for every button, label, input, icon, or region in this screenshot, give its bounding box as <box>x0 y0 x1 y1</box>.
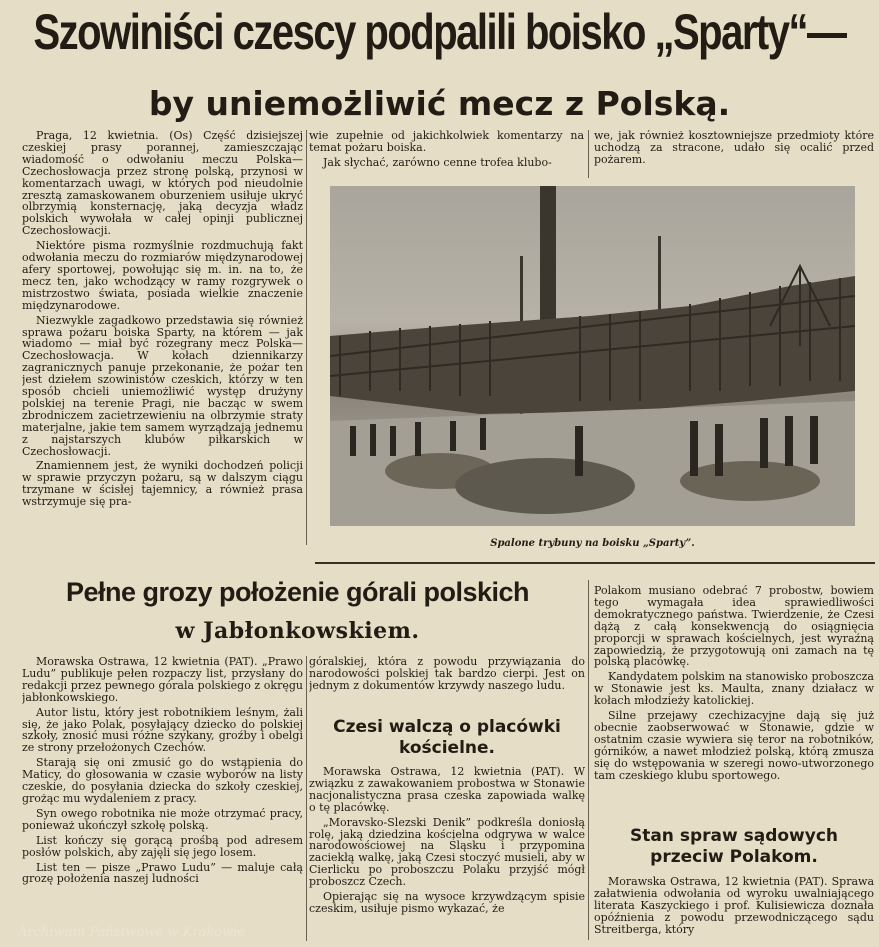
court-cases-headline: Stan spraw sądowych przeciw Polakom. <box>629 826 839 867</box>
burned-stands-photo <box>330 186 855 526</box>
paragraph: „Moravsko-Slezski Denik” podkreśla doniosłą rolę, jaką dziedzina kościelna odgrywa w walce narodowościowej na Śląsku i przypomina zaciekłą walkę, jaką Czesi stoczyć musieli, aby w Cierlicku po proboszczu Polaku przyjść mógł proboszcz Czech. <box>309 815 585 889</box>
paragraph: Morawska Ostrawa, 12 kwietnia (PAT). W związku z zawakowaniem probostwa w Stonawie nacjonalistyczna prasa czeska zapowiada walkę o tę placówkę. <box>309 766 585 814</box>
second-headline-subtitle: w Jabłonkowskiem. <box>175 618 420 644</box>
second-headline: Pełne grozy położenie górali polskich <box>65 577 530 607</box>
paragraph: we, jak również kosztowniejsze przedmioty które uchodzą za stracone, udało się ocalić przed pożarem. <box>594 130 874 166</box>
article3-body <box>309 766 585 942</box>
paragraph: Praga, 12 kwietnia. (Os) Część dzisiejszej czeskiej prasy porannej, zamieszczając wiadomość o odwołaniu meczu Polska—Czechosłowacja przez stronę polską, przynosi w komentarzach uwagi, w których pod nieudolnie zresztą zamaskowanem oburzeniem usiłuje ukryć olbrzymią konsternację, jaką decyzja władz polskich wywołała w całej opinji publicznej Czechosłowacji. <box>22 130 303 238</box>
article4-body <box>594 876 874 944</box>
article1-column-2 <box>309 130 584 176</box>
paragraph: Znamiennem jest, że wyniki dochodzeń policji w sprawie przyczyn pożaru, są w dalszym ciągu trzymane w ścisłej tajemnicy, a również prasa wstrzymuje się pra- <box>22 459 303 509</box>
paragraph: List ten — pisze „Prawo Ludu” — maluje całą grozę położenia naszej ludności <box>22 860 303 886</box>
article2-column-1 <box>22 656 303 918</box>
paragraph: Morawska Ostrawa, 12 kwietnia (PAT). Sprawa załatwienia odwołania od wyroku uwalniającego literata Kaszyckiego i prof. Kulisiewicza doznała opóźnienia z powodu przewodniczącego sądu Streitberga, który <box>594 876 874 936</box>
main-headline: Szowiniści czescy podpalili boisko „Sparty“— <box>33 5 846 60</box>
column-divider <box>306 656 307 941</box>
article1-column-1 <box>22 130 303 550</box>
paragraph: Silne przejawy czechizacyjne dają się już obecnie zaobserwować w Stonawie, gdzie w ostatnim czasie wywiera się teror na robotników, górników, a nawet młodzież polską, którą zmusza się do wstępowania w szeregi nowo-utworzonego tam czeskiego klubu sportowego. <box>594 709 874 782</box>
paragraph: Starają się oni zmusić go do wstąpienia do Maticy, do głosowania w czasie wyborów na listy czeskie, do posyłania dziecka do szkoły czeskiej, grożąc mu wydaleniem z pracy. <box>22 756 303 805</box>
paragraph: Niektóre pisma rozmyślnie rozdmuchują fakt odwołania meczu do rozmiarów międzynarodowej afery sportowej, powołując się m. in. na to, że mecz ten, jako wchodzący w ramy rozgrywek o mistrzostwo świata, posiada wielkie znaczenie międzynarodowe. <box>22 239 303 312</box>
paragraph: Kandydatem polskim na stanowisko proboszcza w Stonawie jest ks. Maulta, znany działacz w kołach młodzieży katolickiej. <box>594 670 874 708</box>
paragraph: Jak słychać, zarówno cenne trofea klubo- <box>323 155 552 169</box>
column-divider <box>588 130 589 178</box>
section-divider <box>315 562 875 564</box>
photo-caption: Spalone trybuny na boisku „Sparty”. <box>490 538 695 549</box>
stadium-fire-illustration <box>330 186 855 526</box>
paragraph: Morawska Ostrawa, 12 kwietnia (PAT). „Prawo Ludu” publikuje pełen rozpaczy list, przysłany do redakcji przez pewnego górala polskiego z okręgu jabłonkowskiego. <box>22 656 303 704</box>
paragraph: List kończy się gorącą prośbą pod adresem posłów polskich, aby zajęli się jego losem. <box>22 833 303 859</box>
article2-column-3 <box>594 585 874 823</box>
article1-column-3 <box>594 130 874 178</box>
church-posts-headline: Czesi walczą o placówki kościelne. <box>333 717 561 758</box>
archive-watermark: Archiwum Państwowe w Krakowie <box>18 925 246 940</box>
article2-column-2 <box>309 656 585 704</box>
paragraph: Niezwykle zagadkowo przedstawia się również sprawa pożaru boiska Sparty, na którem — jak wiadomo — miał być rozegrany mecz Polska—Czechosłowacja. W kołach dziennikarzy zagranicznych panuje przekonanie, że pożar ten jest dziełem szowinistów czeskich, którzy w ten sposób chcieli uniemożliwić występ drużyny polskiej na terenie Pragi, nie bacząc w swem zbrodniczem zacietrzewieniu na olbrzymie straty materjalne, jakie tem samem wyrządzają jednemu z najstarszych klubów piłkarskich w Czechosłowacji. <box>22 313 303 458</box>
main-headline-subtitle: by uniemożliwić mecz z Polską. <box>148 84 731 123</box>
column-divider <box>588 580 589 940</box>
column-divider <box>306 130 307 545</box>
paragraph: Autor listu, który jest robotnikiem leśnym, żali się, że jako Polak, posyłający dziecko do polskiej szkoły, znosić musi różne szykany, groźby i obelgi ze strony przełożonych Czechów. <box>22 705 303 755</box>
paragraph: góralskiej, która z powodu przywiązania do narodowości polskiej tak bardzo cierpi. Jest on jednym z dokumentów krzywdy naszego ludu. <box>309 656 585 692</box>
paragraph: wie zupełnie od jakichkolwiek komentarzy na temat pożaru boiska. <box>309 130 584 154</box>
paragraph: Syn owego robotnika nie może otrzymać pracy, ponieważ ukończył szkołę polską. <box>22 806 303 832</box>
paragraph: Polakom musiano odebrać 7 probostw, bowiem tego wymagała idea sprawiedliwości demokratycznego państwa. Twierdzenie, że Czesi dążą z całą konsekwencją do osiągnięcia proporcji w sprawach kościelnych, jest wyraźną zapowiedzią, że przygotowują oni zamach na tę polską placówkę. <box>594 585 874 669</box>
paragraph: Opierając się na wysoce krzywdzącym spisie czeskim, usiłuje pismo wykazać, że <box>309 890 585 915</box>
